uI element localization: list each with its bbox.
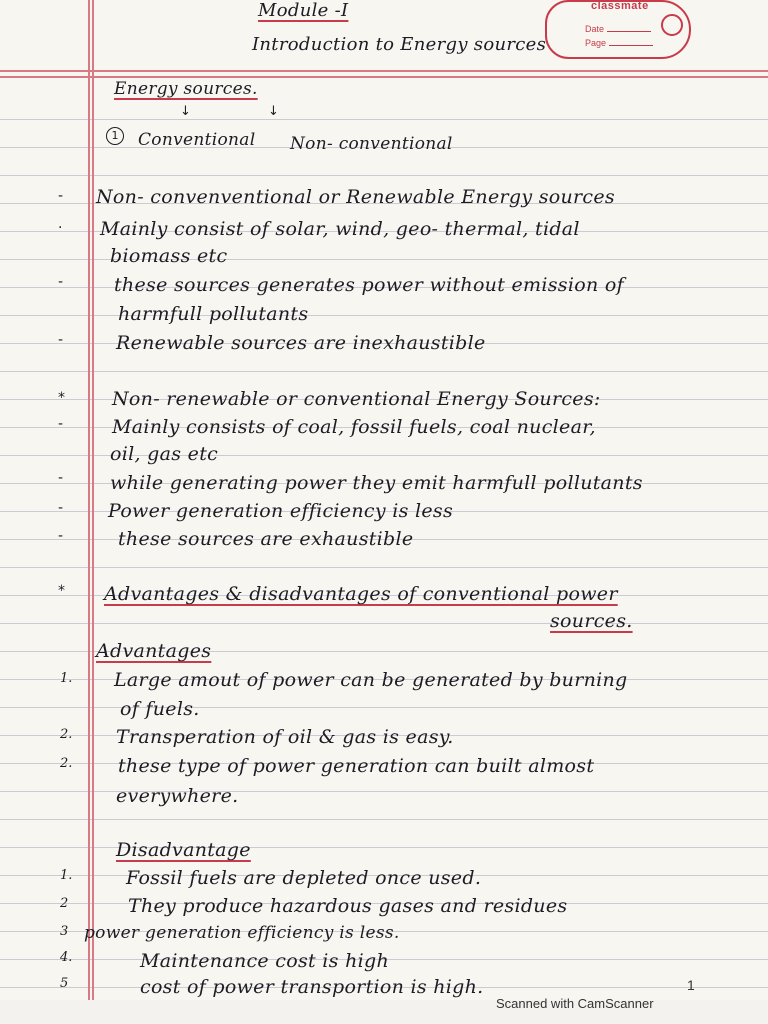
swirl-icon [661,14,683,36]
header-rule-top [0,70,768,72]
page-field: Page [585,38,653,48]
text-line: Mainly consists of coal, fossil fuels, coal nuclear, [112,416,596,438]
subheading-disadvantage: Disadvantage [116,839,251,861]
page-title: Introduction to Energy sources [252,34,547,55]
header-rule-bottom [0,76,768,78]
bullet-marker: · [58,220,63,236]
margin-line-right [92,0,94,1000]
bullet-marker: - [58,332,64,348]
bullet-marker: - [58,470,64,486]
text-line: Large amout of power can be generated by burning [114,669,628,691]
text-line: these sources generates power without emission of [114,274,624,296]
text-line: Maintenance cost is high [140,950,389,972]
text-line: these sources are exhaustible [118,528,414,550]
list-number: 5 [60,976,69,991]
text-line: these type of power generation can built almost [118,755,595,777]
bullet-marker: - [58,274,64,290]
logo-brand: classmate [591,0,649,12]
text-line: Mainly consist of solar, wind, geo- thermal, tidal [100,218,580,240]
text-line: Renewable sources are inexhaustible [116,332,486,354]
text-line: Transperation of oil & gas is easy. [116,726,454,748]
bullet-marker: - [58,416,64,432]
arrow-down-icon: ↓ [268,104,279,119]
list-number: 1. [60,868,73,883]
text-line: Non- conventional [290,134,453,154]
text-line: Fossil fuels are depleted once used. [126,867,482,889]
text-line: sources. [550,610,633,632]
star-marker: * [58,583,65,599]
margin-line-left [88,0,90,1000]
text-line: cost of power transportion is high. [140,976,484,998]
subheading-advantages: Advantages [96,640,212,662]
bullet-marker: - [58,500,64,516]
text-line: Power generation efficiency is less [108,500,453,522]
text-line: They produce hazardous gases and residues [128,895,568,917]
bullet-marker: - [58,528,64,544]
section-heading: Advantages & disadvantages of conventional power [104,583,618,605]
star-marker: * [58,390,65,406]
arrow-down-icon: ↓ [180,104,191,119]
date-field: Date [585,24,651,34]
list-number: 4. [60,950,73,965]
section-heading: Energy sources. [114,79,258,99]
classmate-logo [545,0,691,59]
list-number: 1. [60,671,73,686]
text-line: power generation efficiency is less. [84,923,400,943]
text-line: everywhere. [116,785,239,807]
list-number: 2 [60,896,69,911]
scanner-watermark: Scanned with CamScanner [496,996,654,1011]
list-number: 3 [60,924,69,939]
text-line: of fuels. [120,698,200,720]
text-line: while generating power they emit harmfull pollutants [110,472,643,494]
text-line: Non- convenventional or Renewable Energy sources [96,186,615,208]
text-line: oil, gas etc [110,443,219,465]
page-number: 1 [687,977,695,993]
module-heading: Module -I [258,0,349,21]
circled-number: 1 [106,127,124,145]
text-line: biomass etc [110,245,228,267]
text-line: harmfull pollutants [118,303,309,325]
list-number: 2. [60,756,73,771]
list-number: 2. [60,727,73,742]
text-line: Conventional [138,130,256,150]
text-line: Non- renewable or conventional Energy Sources: [112,388,601,410]
bullet-marker: - [58,188,64,204]
